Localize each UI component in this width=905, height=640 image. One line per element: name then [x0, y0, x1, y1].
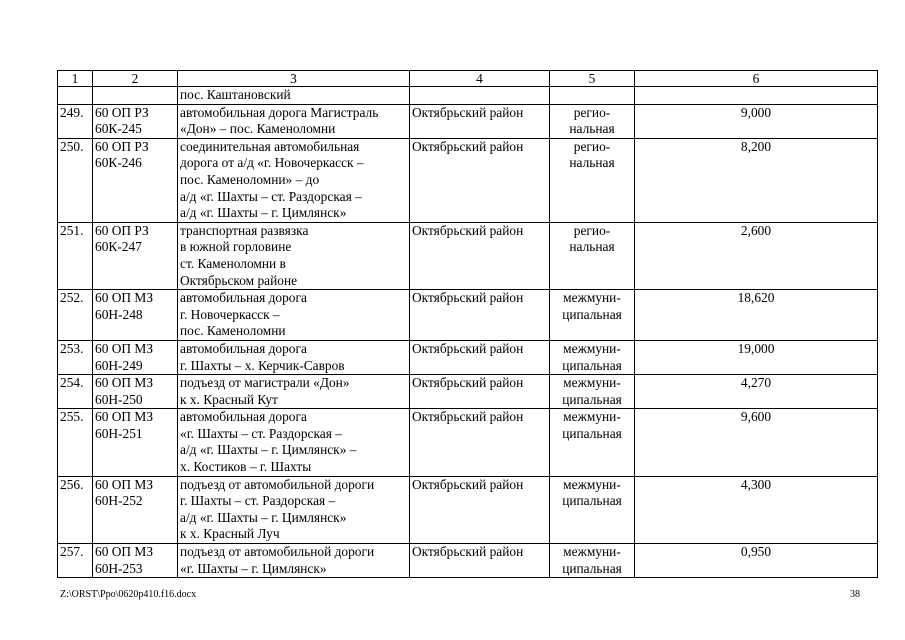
table-header-row	[58, 71, 878, 87]
row-number-cell: 256.	[58, 476, 93, 543]
header-col-5: 5	[550, 71, 635, 87]
road-name-cell: подъезд от автомобильной дороги г. Шахты – ст. Раздорская – а/д «г. Шахты – г. Цимлянск» к х. Красный Луч	[178, 476, 410, 543]
road-length-cell: 4,270	[635, 375, 878, 409]
road-type-cell: регио- нальная	[550, 138, 635, 222]
continuation-num-cell	[58, 87, 93, 105]
road-district-cell: Октябрьский район	[410, 476, 550, 543]
road-name-cell: автомобильная дорога г. Шахты – х. Керчик-Савров	[178, 340, 410, 374]
road-length-cell: 8,200	[635, 138, 878, 222]
road-type-cell: межмуни- ципальная	[550, 290, 635, 341]
road-name-cell: соединительная автомобильная дорога от а/д «г. Новочеркасск – пос. Каменоломни» – до а/д «г. Шахты – ст. Раздорская – а/д «г. Шахты – г. Цимлянск»	[178, 138, 410, 222]
road-code-cell: 60 ОП МЗ 60Н-253	[93, 544, 178, 578]
road-code-cell: 60 ОП МЗ 60Н-249	[93, 340, 178, 374]
road-length-cell: 9,600	[635, 409, 878, 476]
road-type-cell: межмуни- ципальная	[550, 476, 635, 543]
continuation-length-cell	[635, 87, 878, 105]
road-code-cell: 60 ОП РЗ 60К-247	[93, 222, 178, 289]
continuation-name-cell: пос. Каштановский	[178, 87, 410, 105]
table-row	[58, 104, 878, 138]
footer-file-path: Z:\ORST\Ppo\0620p410.f16.docx	[60, 589, 197, 600]
row-number-cell: 253.	[58, 340, 93, 374]
road-district-cell: Октябрьский район	[410, 290, 550, 341]
road-district-cell: Октябрьский район	[410, 375, 550, 409]
roads-table	[57, 70, 878, 578]
road-district-cell: Октябрьский район	[410, 544, 550, 578]
table-row	[58, 476, 878, 543]
row-number-cell: 251.	[58, 222, 93, 289]
row-number-cell: 257.	[58, 544, 93, 578]
road-code-cell: 60 ОП РЗ 60К-245	[93, 104, 178, 138]
road-code-cell: 60 ОП РЗ 60К-246	[93, 138, 178, 222]
road-type-cell: межмуни- ципальная	[550, 340, 635, 374]
continuation-type-cell	[550, 87, 635, 105]
road-name-cell: автомобильная дорога «г. Шахты – ст. Раздорская – а/д «г. Шахты – г. Цимлянск» – х. Костиков – г. Шахты	[178, 409, 410, 476]
road-type-cell: межмуни- ципальная	[550, 375, 635, 409]
road-district-cell: Октябрьский район	[410, 138, 550, 222]
header-col-1: 1	[58, 71, 93, 87]
continuation-district-cell	[410, 87, 550, 105]
road-code-cell: 60 ОП МЗ 60Н-250	[93, 375, 178, 409]
continuation-code-cell	[93, 87, 178, 105]
road-type-cell: регио- нальная	[550, 104, 635, 138]
road-code-cell: 60 ОП МЗ 60Н-251	[93, 409, 178, 476]
header-col-4: 4	[410, 71, 550, 87]
road-name-cell: автомобильная дорога г. Новочеркасск – пос. Каменоломни	[178, 290, 410, 341]
header-col-6: 6	[635, 71, 878, 87]
road-name-cell: подъезд от автомобильной дороги «г. Шахты – г. Цимлянск»	[178, 544, 410, 578]
road-length-cell: 18,620	[635, 290, 878, 341]
table-row	[58, 290, 878, 341]
row-number-cell: 249.	[58, 104, 93, 138]
table-row	[58, 138, 878, 222]
continuation-row	[58, 87, 878, 105]
road-type-cell: межмуни- ципальная	[550, 544, 635, 578]
row-number-cell: 255.	[58, 409, 93, 476]
road-length-cell: 0,950	[635, 544, 878, 578]
road-type-cell: регио- нальная	[550, 222, 635, 289]
table-row	[58, 409, 878, 476]
road-district-cell: Октябрьский район	[410, 104, 550, 138]
road-district-cell: Октябрьский район	[410, 222, 550, 289]
header-col-3: 3	[178, 71, 410, 87]
table-row	[58, 375, 878, 409]
road-name-cell: автомобильная дорога Магистраль «Дон» – пос. Каменоломни	[178, 104, 410, 138]
table-row	[58, 222, 878, 289]
road-code-cell: 60 ОП МЗ 60Н-248	[93, 290, 178, 341]
road-length-cell: 19,000	[635, 340, 878, 374]
road-district-cell: Октябрьский район	[410, 340, 550, 374]
footer-page-number: 38	[850, 589, 860, 600]
road-length-cell: 2,600	[635, 222, 878, 289]
table-row	[58, 340, 878, 374]
road-code-cell: 60 ОП МЗ 60Н-252	[93, 476, 178, 543]
road-type-cell: межмуни- ципальная	[550, 409, 635, 476]
table-row	[58, 544, 878, 578]
road-name-cell: подъезд от магистрали «Дон» к х. Красный Кут	[178, 375, 410, 409]
header-col-2: 2	[93, 71, 178, 87]
row-number-cell: 254.	[58, 375, 93, 409]
row-number-cell: 252.	[58, 290, 93, 341]
road-length-cell: 9,000	[635, 104, 878, 138]
road-name-cell: транспортная развязка в южной горловине ст. Каменоломни в Октябрьском районе	[178, 222, 410, 289]
row-number-cell: 250.	[58, 138, 93, 222]
road-district-cell: Октябрьский район	[410, 409, 550, 476]
road-length-cell: 4,300	[635, 476, 878, 543]
